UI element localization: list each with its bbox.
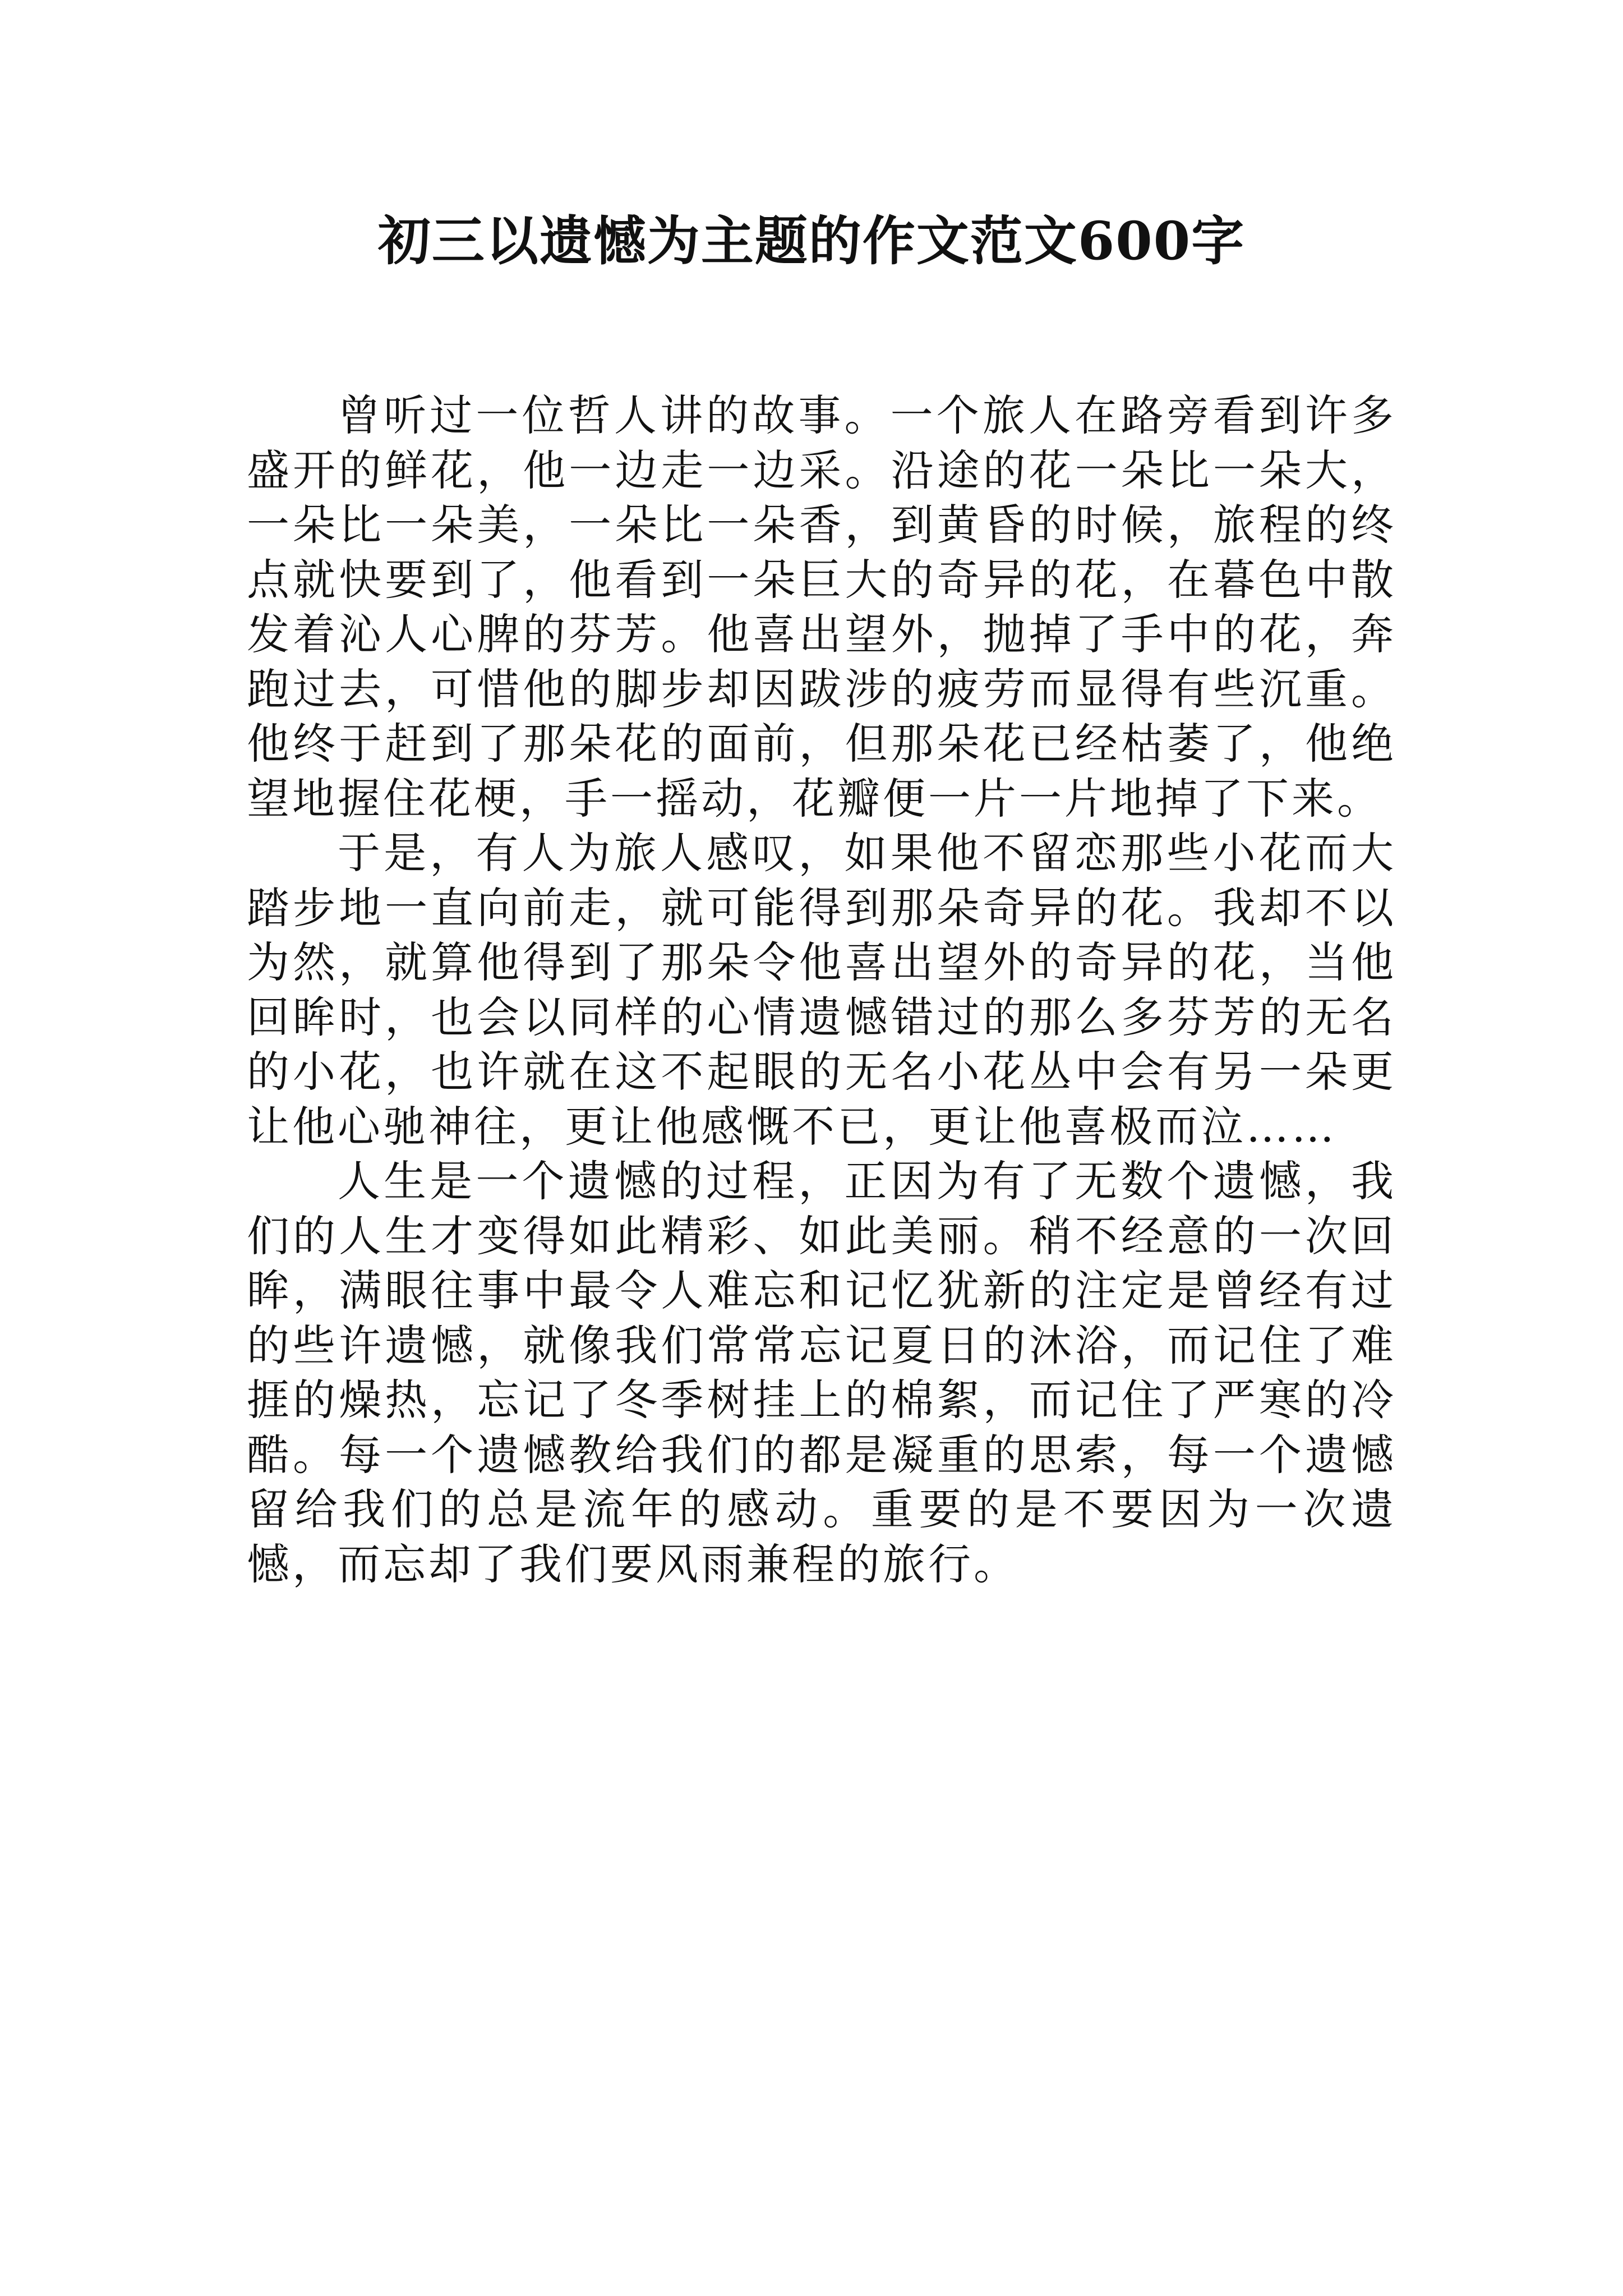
document-body bbox=[247, 388, 1396, 1591]
paragraph-1: 曾听过一位哲人讲的故事。一个旅人在路旁看到许多盛开的鲜花，他一边走一边采。沿途的花一朵比一朵大，一朵比一朵美，一朵比一朵香，到黄昏的时候，旅程的终点就快要到了，他看到一朵巨大的奇异的花，在暮色中散发着沁人心脾的芬芳。他喜出望外，抛掉了手中的花，奔跑过去，可惜他的脚步却因跋涉的疲劳而显得有些沉重。他终于赶到了那朵花的面前，但那朵花已经枯萎了，他绝望地握住花梗，手一摇动，花瓣便一片一片地掉了下来。 bbox=[247, 390, 1396, 823]
document-title: 初三以遗憾为主题的作文范文600字 bbox=[377, 210, 1246, 272]
paragraph-3: 人生是一个遗憾的过程，正因为有了无数个遗憾，我们的人生才变得如此精彩、如此美丽。稍不经意的一次回眸，满眼往事中最令人难忘和记忆犹新的注定是曾经有过的些许遗憾，就像我们常常忘记夏日的沐浴，而记住了难捱的燥热，忘记了冬季树挂上的棉絮，而记住了严寒的冷酷。每一个遗憾教给我们的都是凝重的思索，每一个遗憾留给我们的总是流年的感动。重要的是不要因为一次遗憾，而忘却了我们要风雨兼程的旅行。 bbox=[247, 1156, 1396, 1589]
paragraph-2: 于是，有人为旅人感叹，如果他不留恋那些小花而大踏步地一直向前走，就可能得到那朵奇异的花。我却不以为然，就算他得到了那朵令他喜出望外的奇异的花，当他回眸时，也会以同样的心情遗憾错过的那么多芬芳的无名的小花，也许就在这不起眼的无名小花丛中会有另一朵更让他心驰神往，更让他感慨不已，更让他喜极而泣…… bbox=[247, 828, 1396, 1152]
